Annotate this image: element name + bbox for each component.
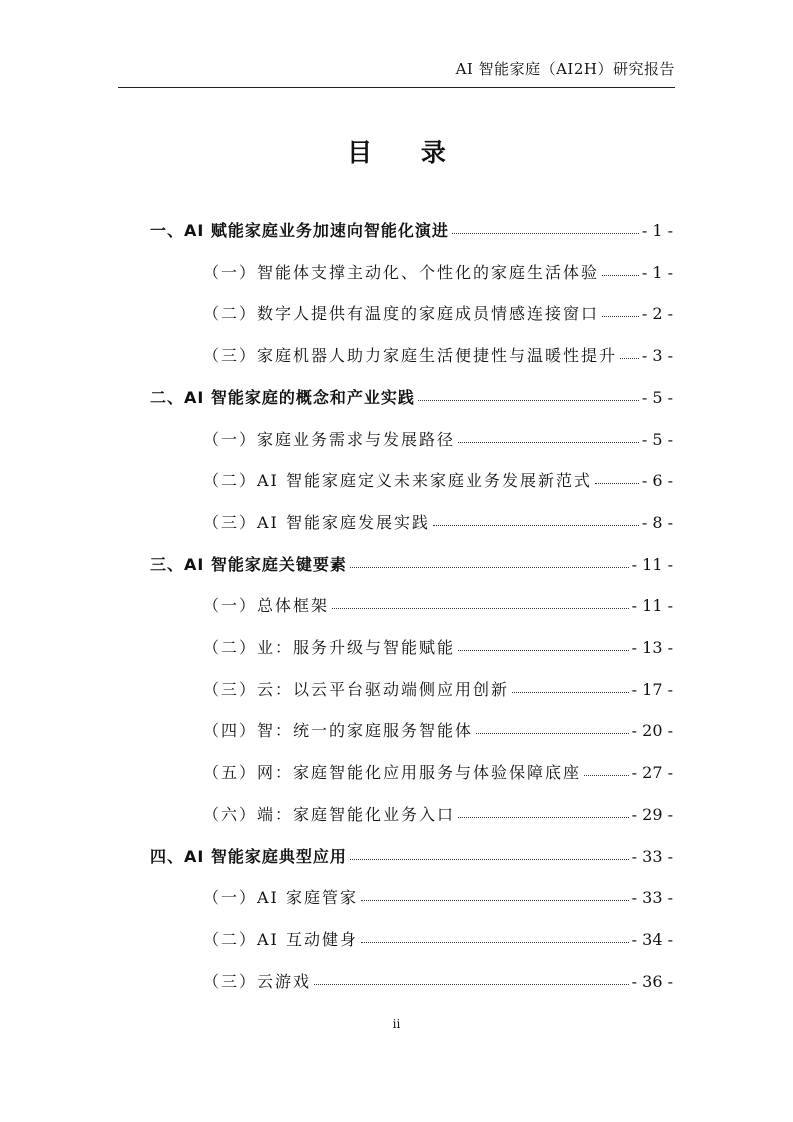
dot-leader	[620, 357, 639, 359]
toc-entry-label: 三、AI 智能家庭关键要素	[150, 554, 347, 574]
dot-leader	[602, 315, 639, 317]
dot-leader	[361, 941, 629, 943]
toc-page-number: - 33 -	[631, 846, 673, 866]
dot-leader	[458, 816, 629, 818]
toc-page-number: - 2 -	[641, 304, 673, 324]
toc-section-entry[interactable]	[203, 969, 673, 995]
toc-page-number: - 5 -	[641, 429, 673, 449]
toc-section-entry[interactable]	[203, 760, 673, 786]
toc-entry-label: （二）业：服务升级与智能赋能	[203, 638, 456, 657]
dot-leader	[595, 482, 639, 484]
toc-section-entry[interactable]	[203, 510, 673, 536]
toc-entry-label: （二）数字人提供有温度的家庭成员情感连接窗口	[203, 304, 600, 324]
toc-entry-label: 四、AI 智能家庭典型应用	[150, 846, 347, 866]
toc-page-number: - 13 -	[631, 638, 673, 657]
dot-leader	[602, 274, 639, 276]
toc-page-number: - 6 -	[641, 471, 673, 491]
toc-page-number: - 3 -	[641, 346, 673, 366]
toc-chapter-entry[interactable]	[150, 218, 673, 244]
toc-entry-label: （二）AI 互动健身	[203, 929, 358, 949]
toc-section-entry[interactable]	[203, 885, 673, 911]
toc-page-number: - 27 -	[631, 763, 673, 783]
dot-leader	[584, 774, 629, 776]
dot-leader	[332, 607, 629, 609]
toc-chapter-entry[interactable]	[150, 844, 673, 870]
toc-page-number: - 33 -	[631, 888, 673, 908]
toc-entry-label: （一）智能体支撑主动化、个性化的家庭生活体验	[203, 262, 600, 282]
toc-page-number: - 1 -	[641, 221, 673, 240]
dot-leader	[458, 649, 629, 651]
dot-leader	[458, 441, 639, 443]
toc-entry-label: （四）智：统一的家庭服务智能体	[203, 721, 474, 741]
toc-page-number: - 36 -	[631, 971, 673, 991]
toc-section-entry[interactable]	[203, 301, 673, 327]
toc-page-number: - 29 -	[631, 804, 673, 824]
toc-page-number: - 1 -	[641, 262, 673, 282]
toc-section-entry[interactable]	[203, 927, 673, 953]
dot-leader	[350, 858, 629, 860]
dot-leader	[418, 399, 639, 401]
toc-page-number: - 11 -	[631, 554, 673, 574]
toc-section-entry[interactable]	[203, 427, 673, 453]
toc-section-entry[interactable]	[203, 677, 673, 703]
toc-entry-label: 二、AI 智能家庭的概念和产业实践	[150, 387, 415, 407]
toc-entry-label: 一、AI 赋能家庭业务加速向智能化演进	[150, 221, 449, 240]
toc-entry-label: （六）端：家庭智能化业务入口	[203, 804, 456, 824]
dot-leader	[512, 691, 629, 693]
toc-chapter-entry[interactable]	[150, 385, 673, 411]
toc-section-entry[interactable]	[203, 343, 673, 369]
running-header: AI 智能家庭（AI2H）研究报告	[455, 60, 675, 78]
toc-entry-label: （三）家庭机器人助力家庭生活便捷性与温暖性提升	[203, 346, 618, 366]
dot-leader	[476, 732, 629, 734]
dot-leader	[452, 232, 639, 234]
dot-leader	[433, 524, 639, 526]
toc-page-number: - 20 -	[631, 721, 673, 741]
toc-page-number: - 34 -	[631, 929, 673, 949]
header-rule	[118, 87, 675, 88]
toc-chapter-entry[interactable]	[150, 552, 673, 578]
toc-entry-label: （三）云游戏	[203, 971, 312, 991]
toc-entry-label: （一）AI 家庭管家	[203, 888, 358, 908]
dot-leader	[361, 899, 629, 901]
toc-entry-label: （五）网：家庭智能化应用服务与体验保障底座	[203, 763, 582, 783]
page-number: ii	[392, 1017, 401, 1031]
toc-entry-label: （一）家庭业务需求与发展路径	[203, 429, 456, 449]
toc-section-entry[interactable]	[203, 593, 673, 619]
toc-section-entry[interactable]	[203, 260, 673, 286]
toc-section-entry[interactable]	[203, 635, 673, 661]
toc-section-entry[interactable]	[203, 802, 673, 828]
toc-entry-label: （一）总体框架	[203, 596, 330, 616]
toc-page-number: - 5 -	[641, 387, 673, 407]
toc-entry-label: （二）AI 智能家庭定义未来家庭业务发展新范式	[203, 471, 592, 491]
dot-leader	[314, 983, 629, 985]
toc-page-number: - 17 -	[631, 679, 673, 699]
toc-section-entry[interactable]	[203, 468, 673, 494]
toc-page-number: - 11 -	[631, 596, 673, 616]
toc-title: 目 录	[347, 138, 466, 167]
toc-section-entry[interactable]	[203, 718, 673, 744]
toc-entry-label: （三）AI 智能家庭发展实践	[203, 512, 430, 532]
dot-leader	[350, 566, 629, 568]
toc-entry-label: （三）云：以云平台驱动端侧应用创新	[203, 679, 510, 699]
toc-page-number: - 8 -	[641, 512, 673, 532]
